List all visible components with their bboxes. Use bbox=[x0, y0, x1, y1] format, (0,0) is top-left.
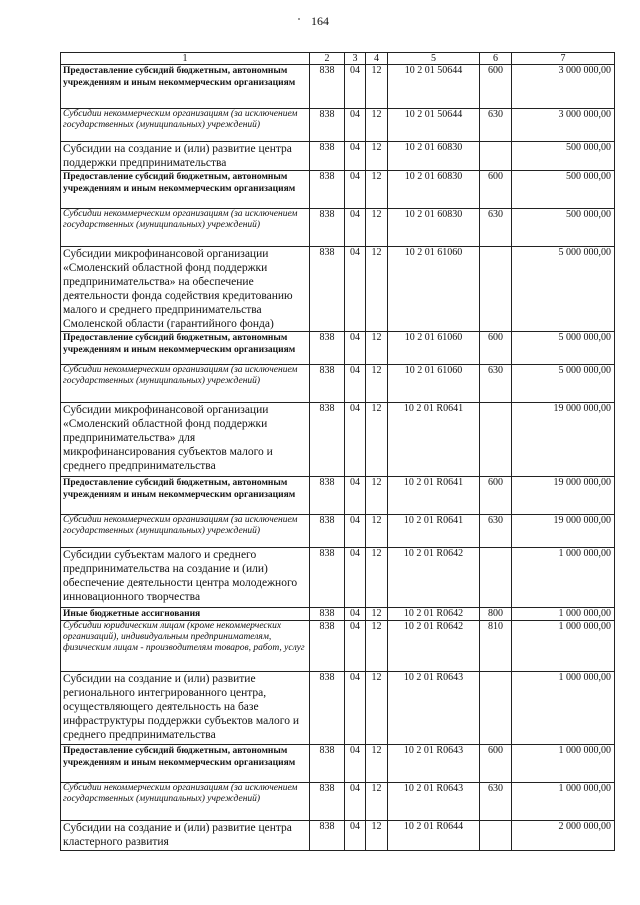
row-section-cell: 04 bbox=[345, 745, 366, 783]
row-code-cell: 838 bbox=[310, 403, 345, 477]
row-amount-cell: 1 000 000,00 bbox=[512, 621, 615, 672]
row-code-cell: 838 bbox=[310, 171, 345, 209]
row-type-cell: 600 bbox=[480, 332, 512, 365]
scan-speck bbox=[298, 18, 300, 20]
row-name-cell: Предоставление субсидий бюджетным, автономным учреждениям и иным некоммерческим организациям bbox=[61, 745, 310, 783]
row-name-cell: Иные бюджетные ассигнования bbox=[61, 608, 310, 621]
row-subsection-cell: 12 bbox=[366, 171, 388, 209]
table-row bbox=[61, 142, 615, 171]
row-type-cell: 630 bbox=[480, 209, 512, 247]
row-amount-cell: 19 000 000,00 bbox=[512, 403, 615, 477]
row-section-cell: 04 bbox=[345, 821, 366, 851]
col-header: 7 bbox=[512, 53, 615, 65]
row-subsection-cell: 12 bbox=[366, 332, 388, 365]
row-type-cell: 600 bbox=[480, 745, 512, 783]
table-row bbox=[61, 548, 615, 608]
row-amount-cell: 5 000 000,00 bbox=[512, 365, 615, 403]
table-row bbox=[61, 783, 615, 821]
row-target-cell: 10 2 01 61060 bbox=[388, 247, 480, 332]
header-row bbox=[61, 53, 615, 65]
budget-table bbox=[60, 52, 615, 851]
table-row bbox=[61, 65, 615, 109]
row-code-cell: 838 bbox=[310, 365, 345, 403]
row-section-cell: 04 bbox=[345, 403, 366, 477]
row-code-cell: 838 bbox=[310, 783, 345, 821]
row-name-cell: Предоставление субсидий бюджетным, автономным учреждениям и иным некоммерческим организациям bbox=[61, 171, 310, 209]
row-type-cell: 630 bbox=[480, 515, 512, 548]
row-section-cell: 04 bbox=[345, 142, 366, 171]
row-target-cell: 10 2 01 R0641 bbox=[388, 403, 480, 477]
row-target-cell: 10 2 01 R0643 bbox=[388, 672, 480, 745]
row-code-cell: 838 bbox=[310, 672, 345, 745]
table-row bbox=[61, 365, 615, 403]
row-section-cell: 04 bbox=[345, 515, 366, 548]
row-code-cell: 838 bbox=[310, 477, 345, 515]
row-code-cell: 838 bbox=[310, 65, 345, 109]
row-amount-cell: 2 000 000,00 bbox=[512, 821, 615, 851]
row-target-cell: 10 2 01 R0643 bbox=[388, 783, 480, 821]
row-target-cell: 10 2 01 R0641 bbox=[388, 515, 480, 548]
row-subsection-cell: 12 bbox=[366, 821, 388, 851]
row-target-cell: 10 2 01 60830 bbox=[388, 142, 480, 171]
row-type-cell: 810 bbox=[480, 621, 512, 672]
row-subsection-cell: 12 bbox=[366, 745, 388, 783]
row-amount-cell: 3 000 000,00 bbox=[512, 109, 615, 142]
row-subsection-cell: 12 bbox=[366, 621, 388, 672]
row-name-cell: Субсидии некоммерческим организациям (за исключением государственных (муниципальных) учреждений) bbox=[61, 209, 310, 247]
row-code-cell: 838 bbox=[310, 621, 345, 672]
row-section-cell: 04 bbox=[345, 332, 366, 365]
row-amount-cell: 1 000 000,00 bbox=[512, 783, 615, 821]
row-section-cell: 04 bbox=[345, 209, 366, 247]
row-section-cell: 04 bbox=[345, 672, 366, 745]
row-type-cell bbox=[480, 821, 512, 851]
row-amount-cell: 1 000 000,00 bbox=[512, 608, 615, 621]
row-code-cell: 838 bbox=[310, 548, 345, 608]
row-type-cell: 600 bbox=[480, 65, 512, 109]
col-header: 5 bbox=[388, 53, 480, 65]
row-amount-cell: 19 000 000,00 bbox=[512, 477, 615, 515]
row-type-cell: 600 bbox=[480, 477, 512, 515]
row-subsection-cell: 12 bbox=[366, 783, 388, 821]
row-name-cell: Субсидии микрофинансовой организации «Смоленский областной фонд поддержки предпринимательства» на обеспечение деятельности фонда содействия кредитованию малого и среднего предпринимательства Смоленской области (гарантийного фонда) bbox=[61, 247, 310, 332]
row-amount-cell: 1 000 000,00 bbox=[512, 672, 615, 745]
row-section-cell: 04 bbox=[345, 608, 366, 621]
row-target-cell: 10 2 01 50644 bbox=[388, 65, 480, 109]
row-name-cell: Субсидии на создание и (или) развитие регионального интегрированного центра, осуществляющего деятельность на базе инфраструктуры поддержки субъектов малого и среднего предпринимательства bbox=[61, 672, 310, 745]
table-row bbox=[61, 403, 615, 477]
table-row bbox=[61, 171, 615, 209]
row-target-cell: 10 2 01 R0641 bbox=[388, 477, 480, 515]
row-amount-cell: 500 000,00 bbox=[512, 171, 615, 209]
row-section-cell: 04 bbox=[345, 548, 366, 608]
row-code-cell: 838 bbox=[310, 745, 345, 783]
row-section-cell: 04 bbox=[345, 621, 366, 672]
row-subsection-cell: 12 bbox=[366, 365, 388, 403]
row-subsection-cell: 12 bbox=[366, 209, 388, 247]
row-type-cell bbox=[480, 548, 512, 608]
row-target-cell: 10 2 01 R0642 bbox=[388, 608, 480, 621]
table-row bbox=[61, 621, 615, 672]
row-subsection-cell: 12 bbox=[366, 65, 388, 109]
col-header: 4 bbox=[366, 53, 388, 65]
table-body bbox=[61, 65, 615, 851]
row-code-cell: 838 bbox=[310, 209, 345, 247]
row-code-cell: 838 bbox=[310, 109, 345, 142]
table-row bbox=[61, 247, 615, 332]
row-section-cell: 04 bbox=[345, 247, 366, 332]
table-row bbox=[61, 332, 615, 365]
row-code-cell: 838 bbox=[310, 332, 345, 365]
row-type-cell: 630 bbox=[480, 109, 512, 142]
row-code-cell: 838 bbox=[310, 142, 345, 171]
row-code-cell: 838 bbox=[310, 515, 345, 548]
row-target-cell: 10 2 01 R0644 bbox=[388, 821, 480, 851]
row-amount-cell: 500 000,00 bbox=[512, 142, 615, 171]
row-type-cell: 630 bbox=[480, 783, 512, 821]
row-name-cell: Предоставление субсидий бюджетным, автономным учреждениям и иным некоммерческим организациям bbox=[61, 332, 310, 365]
row-section-cell: 04 bbox=[345, 783, 366, 821]
col-header: 3 bbox=[345, 53, 366, 65]
row-section-cell: 04 bbox=[345, 365, 366, 403]
table-row bbox=[61, 109, 615, 142]
row-name-cell: Субсидии на создание и (или) развитие центра поддержки предпринимательства bbox=[61, 142, 310, 171]
row-target-cell: 10 2 01 R0642 bbox=[388, 548, 480, 608]
row-target-cell: 10 2 01 60830 bbox=[388, 209, 480, 247]
row-subsection-cell: 12 bbox=[366, 247, 388, 332]
col-header: 2 bbox=[310, 53, 345, 65]
row-amount-cell: 5 000 000,00 bbox=[512, 247, 615, 332]
table-row bbox=[61, 515, 615, 548]
row-name-cell: Субсидии юридическим лицам (кроме некоммерческих организаций), индивидуальным предпринимателям, физическим лицам - производителям товаров, работ, услуг bbox=[61, 621, 310, 672]
col-header: 1 bbox=[61, 53, 310, 65]
row-section-cell: 04 bbox=[345, 65, 366, 109]
row-code-cell: 838 bbox=[310, 608, 345, 621]
table-row bbox=[61, 745, 615, 783]
row-name-cell: Субсидии некоммерческим организациям (за исключением государственных (муниципальных) учреждений) bbox=[61, 109, 310, 142]
row-subsection-cell: 12 bbox=[366, 142, 388, 171]
row-code-cell: 838 bbox=[310, 247, 345, 332]
row-name-cell: Предоставление субсидий бюджетным, автономным учреждениям и иным некоммерческим организациям bbox=[61, 477, 310, 515]
row-name-cell: Предоставление субсидий бюджетным, автономным учреждениям и иным некоммерческим организациям bbox=[61, 65, 310, 109]
row-subsection-cell: 12 bbox=[366, 477, 388, 515]
row-type-cell bbox=[480, 403, 512, 477]
row-type-cell: 600 bbox=[480, 171, 512, 209]
row-amount-cell: 5 000 000,00 bbox=[512, 332, 615, 365]
table-row bbox=[61, 608, 615, 621]
row-target-cell: 10 2 01 61060 bbox=[388, 365, 480, 403]
table-row bbox=[61, 672, 615, 745]
row-target-cell: 10 2 01 61060 bbox=[388, 332, 480, 365]
row-amount-cell: 500 000,00 bbox=[512, 209, 615, 247]
row-name-cell: Субсидии некоммерческим организациям (за исключением государственных (муниципальных) учреждений) bbox=[61, 365, 310, 403]
row-subsection-cell: 12 bbox=[366, 608, 388, 621]
row-section-cell: 04 bbox=[345, 477, 366, 515]
row-name-cell: Субсидии некоммерческим организациям (за исключением государственных (муниципальных) учреждений) bbox=[61, 515, 310, 548]
row-target-cell: 10 2 01 R0642 bbox=[388, 621, 480, 672]
page-number: 164 bbox=[311, 14, 329, 28]
row-subsection-cell: 12 bbox=[366, 403, 388, 477]
row-type-cell bbox=[480, 142, 512, 171]
table-row bbox=[61, 821, 615, 851]
row-type-cell: 800 bbox=[480, 608, 512, 621]
row-subsection-cell: 12 bbox=[366, 109, 388, 142]
row-name-cell: Субсидии субъектам малого и среднего предпринимательства на создание и (или) обеспечение деятельности центра молодежного инновационного творчества bbox=[61, 548, 310, 608]
row-type-cell: 630 bbox=[480, 365, 512, 403]
row-amount-cell: 19 000 000,00 bbox=[512, 515, 615, 548]
row-subsection-cell: 12 bbox=[366, 515, 388, 548]
row-name-cell: Субсидии микрофинансовой организации «Смоленский областной фонд поддержки предпринимательства» для микрофинансирования субъектов малого и среднего предпринимательства bbox=[61, 403, 310, 477]
row-subsection-cell: 12 bbox=[366, 548, 388, 608]
table-row bbox=[61, 477, 615, 515]
row-amount-cell: 1 000 000,00 bbox=[512, 745, 615, 783]
row-type-cell bbox=[480, 672, 512, 745]
row-target-cell: 10 2 01 50644 bbox=[388, 109, 480, 142]
row-subsection-cell: 12 bbox=[366, 672, 388, 745]
row-type-cell bbox=[480, 247, 512, 332]
row-name-cell: Субсидии на создание и (или) развитие центра кластерного развития bbox=[61, 821, 310, 851]
row-section-cell: 04 bbox=[345, 171, 366, 209]
row-section-cell: 04 bbox=[345, 109, 366, 142]
row-amount-cell: 1 000 000,00 bbox=[512, 548, 615, 608]
row-name-cell: Субсидии некоммерческим организациям (за исключением государственных (муниципальных) учреждений) bbox=[61, 783, 310, 821]
col-header: 6 bbox=[480, 53, 512, 65]
table-row bbox=[61, 209, 615, 247]
row-target-cell: 10 2 01 60830 bbox=[388, 171, 480, 209]
row-target-cell: 10 2 01 R0643 bbox=[388, 745, 480, 783]
row-code-cell: 838 bbox=[310, 821, 345, 851]
row-amount-cell: 3 000 000,00 bbox=[512, 65, 615, 109]
